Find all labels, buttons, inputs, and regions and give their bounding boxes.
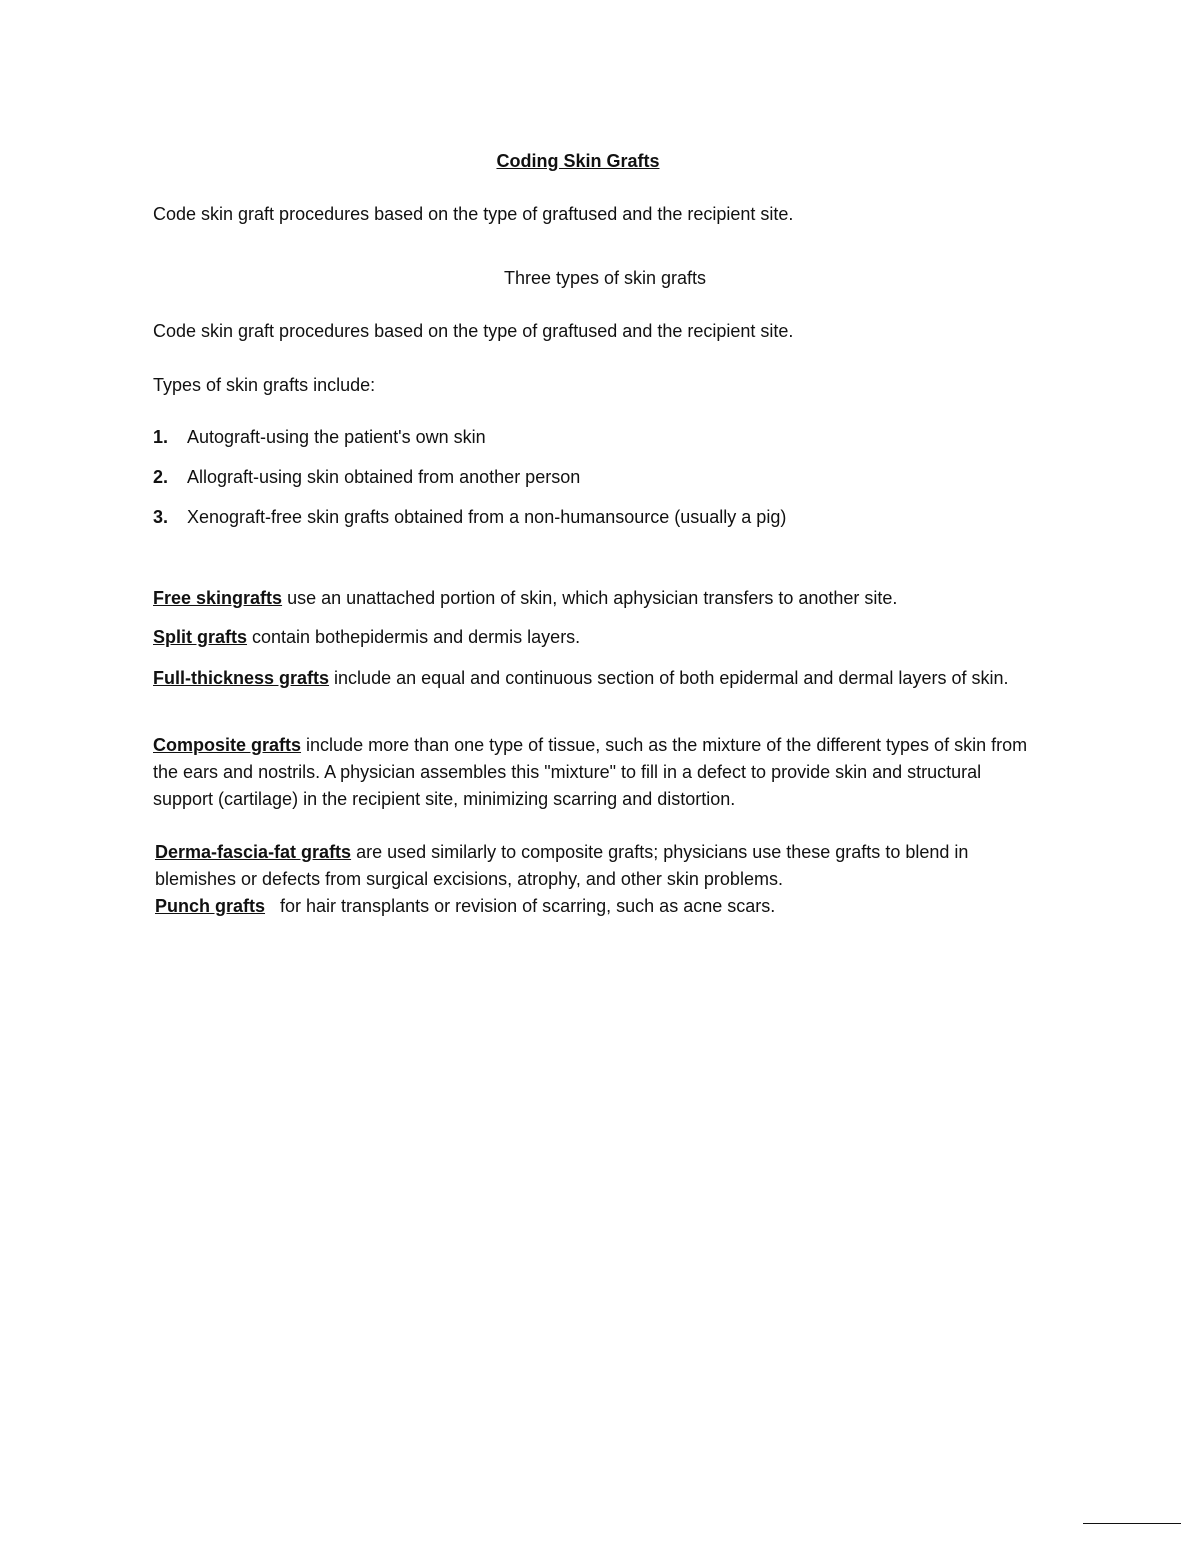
definition-term: Derma-fascia-fat grafts <box>155 842 352 862</box>
definition-text: include more than one type of tissue, such as the mixture of the different types of skin from the ears and nostrils. A physician assembles this "mixture" to fill in a defect to provide skin and structural support (cartilage) in the recipient site, minimizing scarring and distortion. <box>153 735 1028 809</box>
list-text: Xenograft-free skin grafts obtained from a non-humansource (usually a pig) <box>187 507 787 527</box>
list-number: 3. <box>153 507 169 527</box>
definition-paragraph <box>155 839 1015 893</box>
intro-paragraph-1: Code skin graft procedures based on the type of graftused and the recipient site. <box>153 204 794 224</box>
intro-paragraph-2: Code skin graft procedures based on the type of graftused and the recipient site. <box>153 321 794 341</box>
list-item <box>153 424 486 451</box>
definition-paragraph <box>153 624 1053 651</box>
definition-term: Full-thickness grafts <box>153 668 330 688</box>
definition-paragraph <box>153 585 1053 612</box>
section-subtitle: Three types of skin grafts <box>503 268 707 288</box>
list-item <box>153 504 786 531</box>
list-number: 2. <box>153 467 169 487</box>
types-intro: Types of skin grafts include: <box>153 375 376 395</box>
definition-text: include an equal and continuous section of both epidermal and dermal layers of skin. <box>329 668 1009 688</box>
definition-term: Free skingrafts <box>153 588 283 608</box>
definition-text: contain bothepidermis and dermis layers. <box>247 627 581 647</box>
definition-paragraph <box>153 665 1043 692</box>
list-number: 1. <box>153 427 169 447</box>
definition-paragraph <box>153 732 1033 813</box>
list-text: Autograft-using the patient's own skin <box>187 427 486 447</box>
definition-term: Split grafts <box>153 627 248 647</box>
footer-rule <box>1083 1523 1181 1524</box>
definition-text: for hair transplants or revision of scarring, such as acne scars. <box>265 896 776 916</box>
definition-term: Composite grafts <box>153 735 302 755</box>
list-text: Allograft-using skin obtained from another person <box>187 467 581 487</box>
definition-text: are used similarly to composite grafts; physicians use these grafts to blend in blemishes or defects from surgical excisions, atrophy, and other skin problems. <box>155 842 969 889</box>
definition-paragraph <box>155 893 1055 920</box>
document-title: Coding Skin Grafts <box>496 151 660 171</box>
definition-term: Punch grafts <box>155 896 266 916</box>
list-item <box>153 464 580 491</box>
definition-text: use an unattached portion of skin, which aphysician transfers to another site. <box>282 588 898 608</box>
